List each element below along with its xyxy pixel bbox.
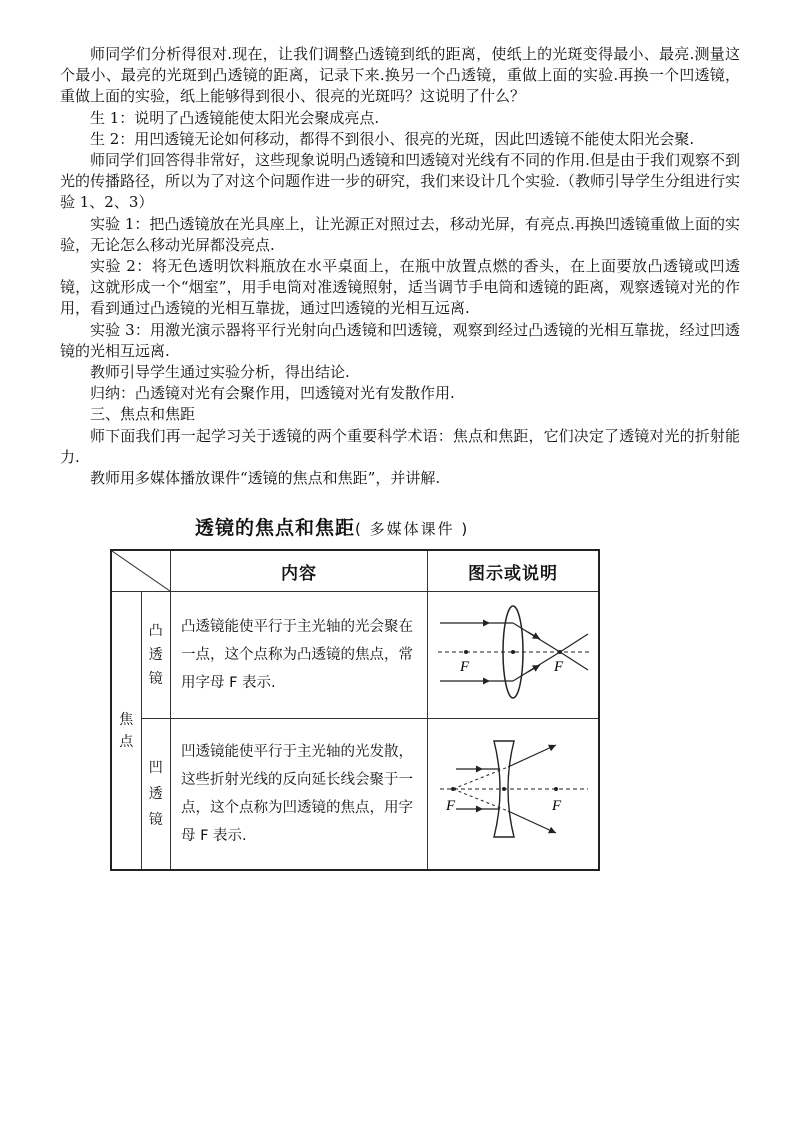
row-group-label: 焦点 [119, 711, 134, 750]
focus-label-right: F [552, 798, 562, 814]
row-group-focus [111, 592, 141, 871]
document-body [60, 44, 740, 489]
paragraph-11: 教师用多媒体播放课件“透镜的焦点和焦距”，并讲解. [90, 469, 441, 488]
section-heading: 三、焦点和焦距 [90, 405, 196, 424]
header-figure: 图示或说明 [428, 550, 600, 592]
paragraph-7: 实验 3：用激光演示器将平行光射向凸透镜和凹透镜，观察到经过凸透镜的光相互靠拢，经过凹透镜的光相互远离. [60, 320, 740, 360]
concave-description: 凹透镜能使平行于主光轴的光发散，这些折射光线的反向延长线会聚于一点，这个点称为凹透镜的焦点，用字母 F 表示. [171, 719, 428, 871]
paragraph-10: 师下面我们再一起学习关于透镜的两个重要科学术语：焦点和焦距，它们决定了透镜对光的折射能力. [60, 426, 740, 466]
convex-label-cell [141, 592, 171, 719]
concave-label-cell [141, 719, 171, 871]
figure-subtitle: ( 多媒体课件 ) [355, 520, 470, 538]
paragraph-6: 实验 2：将无色透明饮料瓶放在水平桌面上，在瓶中放置点燃的香头，在上面要放凸透镜或凹透镜，这就形成一个“烟室”，用手电筒对准透镜照射，适当调节手电筒和透镜的距离，观察透镜对光的作用，看到通过凸透镜的光相互靠拢，通过凹透镜的光相互远离. [60, 257, 740, 318]
figure-title: 透镜的焦点和焦距 [195, 517, 356, 539]
convex-figure-cell [428, 592, 600, 719]
header-content: 内容 [171, 550, 428, 592]
table-corner [111, 550, 171, 592]
paragraph-2: 生 1：说明了凸透镜能使太阳光会聚成亮点. [90, 108, 380, 127]
paragraph-8: 教师引导学生通过实验分析，得出结论. [90, 363, 350, 382]
concave-figure-cell [428, 719, 600, 871]
convex-lens-diagram [428, 592, 598, 714]
focus-label-right: F [554, 659, 564, 675]
focus-label-left: F [446, 798, 456, 814]
paragraph-3: 生 2：用凹透镜无论如何移动，都得不到很小、很亮的光斑，因此凹透镜不能使太阳光会聚. [90, 129, 695, 148]
paragraph-4: 师同学们回答得非常好，这些现象说明凸透镜和凹透镜对光线有不同的作用.但是由于我们观察不到光的传播路径，所以为了对这个问题作进一步的研究，我们来设计几个实验.（教师引导学生分组进行实验 1、2、3） [60, 151, 740, 212]
convex-description: 凸透镜能使平行于主光轴的光会聚在一点，这个点称为凸透镜的焦点，常用字母 F 表示. [171, 592, 428, 719]
focus-label-left: F [460, 659, 470, 675]
paragraph-1: 师同学们分析得很对.现在，让我们调整凸透镜到纸的距离，使纸上的光斑变得最小、最亮.测量这个最小、最亮的光斑到凸透镜的距离，记录下来.换另一个凸透镜，重做上面的实验.再换一个凹透镜，重做上面的实验，纸上能够得到很小、很亮的光斑吗？这说明了什么？ [60, 45, 740, 106]
diagonal-line [112, 551, 170, 591]
paragraph-5: 实验 1：把凸透镜放在光具座上，让光源正对照过去，移动光屏，有亮点.再换凹透镜重做上面的实验，无论怎么移动光屏都没亮点. [60, 214, 740, 254]
paragraph-9: 归纳：凸透镜对光有会聚作用，凹透镜对光有发散作用. [90, 384, 455, 403]
concave-label: 凹透镜 [148, 760, 163, 828]
figure-caption [195, 513, 469, 540]
convex-label: 凸透镜 [148, 623, 163, 687]
concave-lens-diagram [428, 719, 598, 865]
lens-table [110, 549, 600, 871]
